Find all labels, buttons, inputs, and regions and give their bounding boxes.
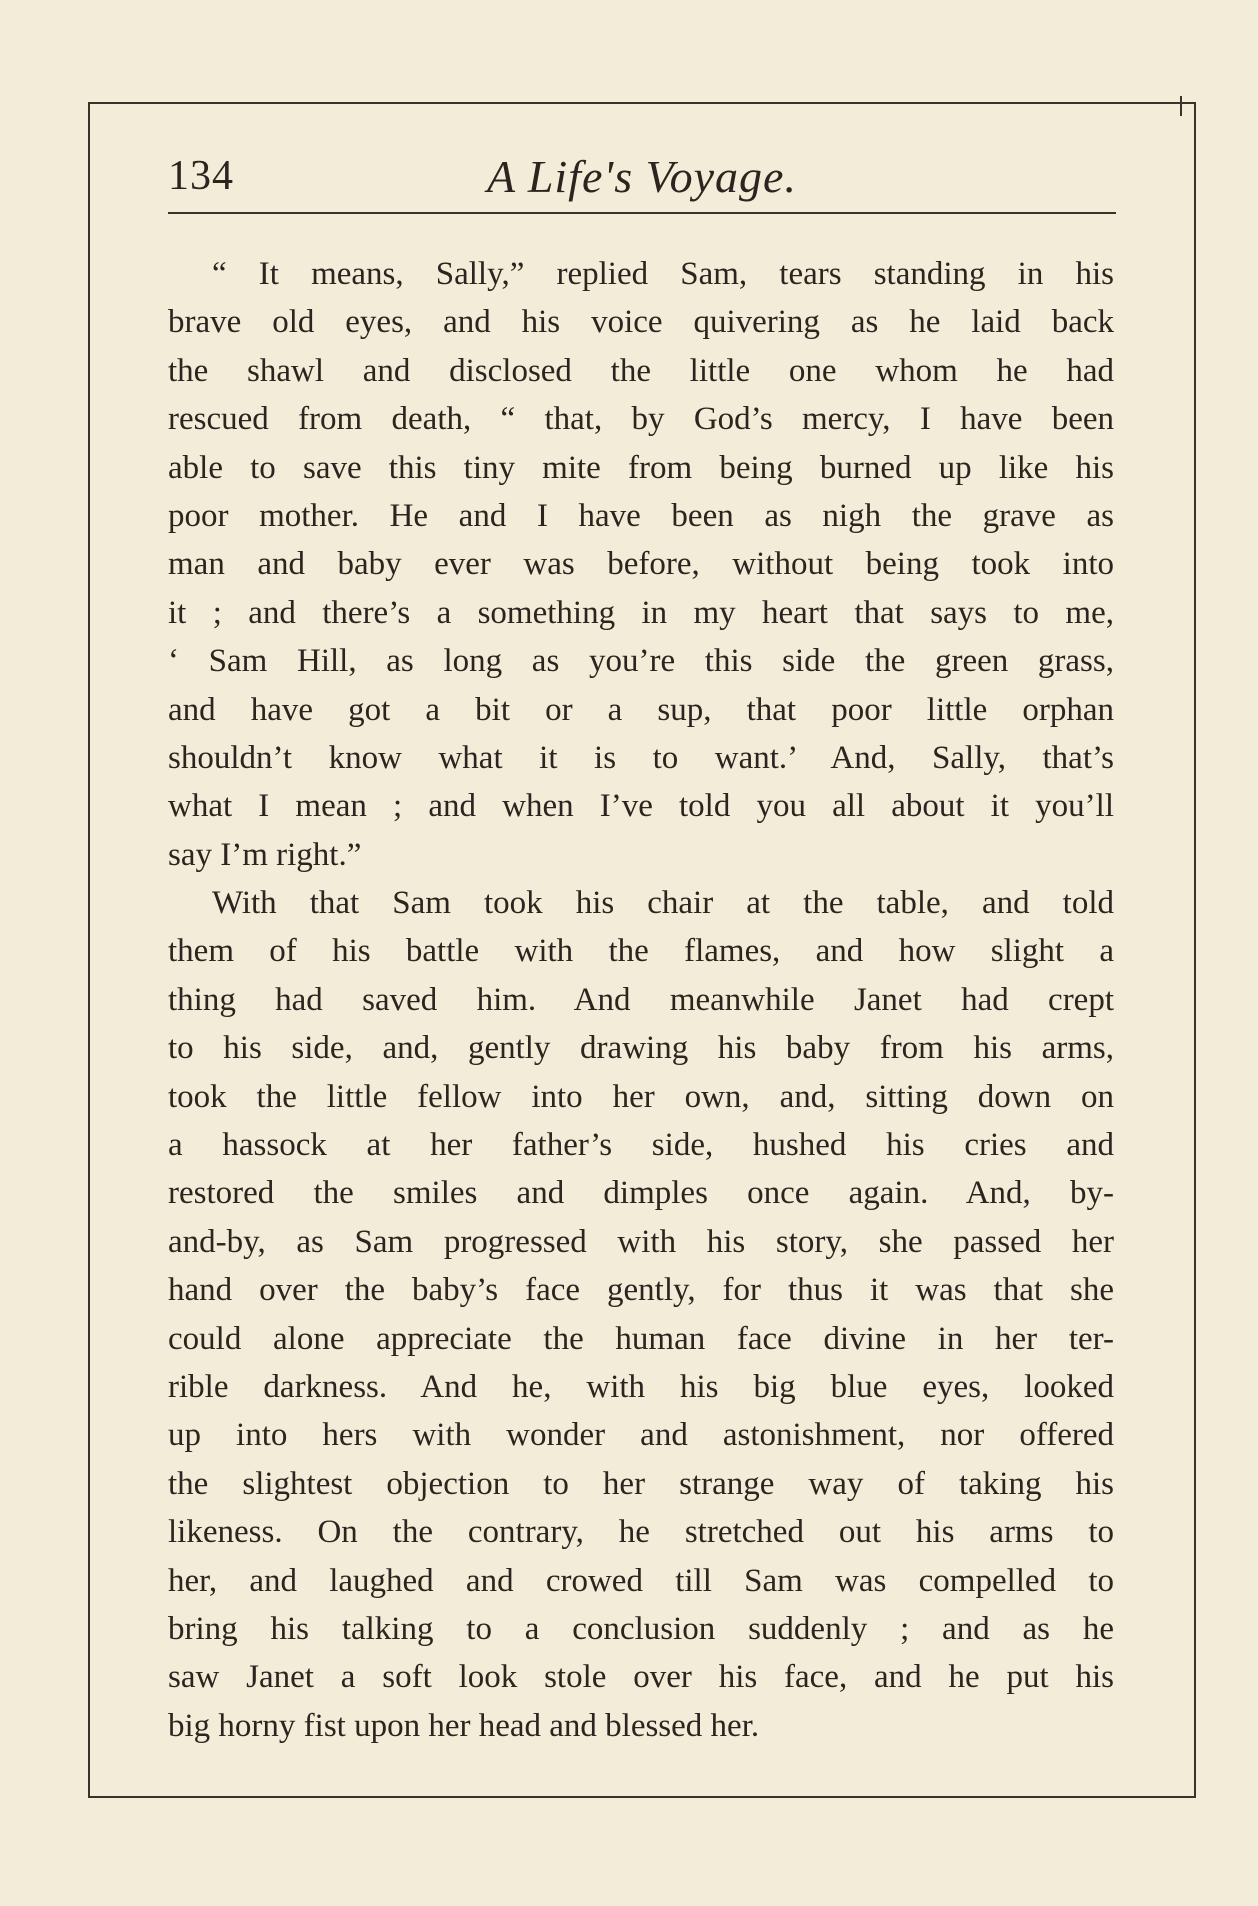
text-line: say I’m right.” [168, 836, 362, 873]
text-line: big horny fist upon her head and blessed her. [168, 1707, 760, 1744]
text-line: her, and laughed and crowed till Sam was compelled to [168, 1562, 1114, 1599]
body-text [168, 250, 1114, 1750]
page-border-tick [1180, 96, 1182, 116]
text-line: rible darkness. And he, with his big blue eyes, looked [168, 1368, 1114, 1405]
text-line: restored the smiles and dimples once again. And, by- [168, 1175, 1114, 1212]
text-line: saw Janet a soft look stole over his face, and he put his [168, 1659, 1114, 1696]
text-line: thing had saved him. And meanwhile Janet had crept [168, 981, 1114, 1018]
text-line: the shawl and disclosed the little one whom he had [168, 352, 1114, 389]
text-line: and-by, as Sam progressed with his story, she passed her [168, 1223, 1114, 1260]
text-line: up into hers with wonder and astonishment, nor offered [168, 1417, 1114, 1454]
running-head [168, 148, 1116, 208]
text-line: able to save this tiny mite from being burned up like his [168, 449, 1114, 486]
text-line: what I mean ; and when I’ve told you all about it you’ll [168, 788, 1114, 825]
text-line: to his side, and, gently drawing his baby from his arms, [168, 1030, 1114, 1067]
text-line: the slightest objection to her strange way of taking his [168, 1465, 1114, 1502]
text-line: rescued from death, “ that, by God’s mercy, I have been [168, 401, 1114, 438]
text-line: likeness. On the contrary, he stretched out his arms to [168, 1514, 1114, 1551]
running-title: A Life's Voyage. [487, 151, 797, 202]
text-line: a hassock at her father’s side, hushed his cries and [168, 1127, 1114, 1164]
page-number: 134 [168, 153, 234, 199]
text-line: hand over the baby’s face gently, for thus it was that she [168, 1272, 1114, 1309]
text-line: them of his battle with the flames, and how slight a [168, 933, 1114, 970]
text-line: With that Sam took his chair at the table, and told [212, 885, 1114, 922]
text-line: it ; and there’s a something in my heart that says to me, [168, 594, 1114, 631]
text-line: poor mother. He and I have been as nigh the grave as [168, 497, 1114, 534]
header-rule [168, 212, 1116, 214]
text-line: could alone appreciate the human face divine in her ter- [168, 1320, 1114, 1357]
text-line: “ It means, Sally,” replied Sam, tears standing in his [212, 256, 1114, 292]
text-line: ‘ Sam Hill, as long as you’re this side the green grass, [168, 643, 1114, 680]
text-line: shouldn’t know what it is to want.’ And, Sally, that’s [168, 739, 1114, 776]
text-line: took the little fellow into her own, and, sitting down on [168, 1078, 1114, 1115]
text-line: brave old eyes, and his voice quivering as he laid back [168, 304, 1114, 341]
text-line: and have got a bit or a sup, that poor little orphan [168, 691, 1114, 728]
text-line: bring his talking to a conclusion suddenly ; and as he [168, 1610, 1114, 1647]
text-line: man and baby ever was before, without being took into [168, 546, 1114, 583]
